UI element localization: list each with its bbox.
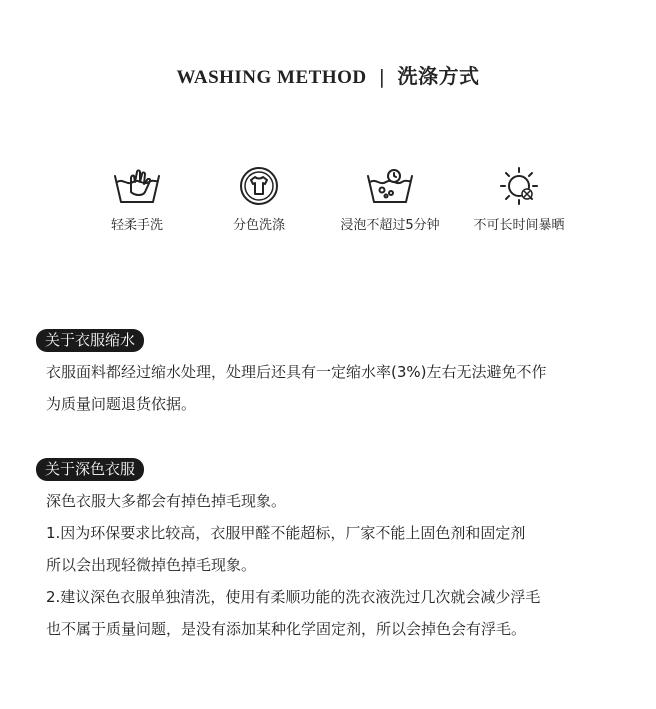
text-line: 衣服面料都经过缩水处理，处理后还具有一定缩水率(3%)左右无法避免不作	[46, 363, 547, 381]
dark-clothes-section-text	[46, 485, 540, 645]
text-line: 1.因为环保要求比较高，衣服甲醛不能超标，厂家不能上固色剂和固定剂	[46, 524, 526, 542]
care-icons-row	[0, 166, 656, 246]
care-item-no-sun	[459, 166, 579, 233]
no-sun-icon	[493, 166, 545, 206]
text-line: 深色衣服大多都会有掉色掉毛现象。	[46, 492, 287, 510]
soak-time-label: 浸泡不超过5分钟	[340, 218, 440, 233]
text-line: 所以会出现轻微掉色掉毛现象。	[46, 556, 257, 574]
title-english: WASHING METHOD	[176, 67, 367, 88]
color-separate-icon	[233, 166, 285, 206]
care-item-hand-wash	[77, 166, 197, 233]
page-title	[0, 60, 656, 89]
care-item-color-separate	[199, 166, 319, 233]
shrink-section-text	[46, 356, 547, 420]
text-line: 2.建议深色衣服单独清洗，使用有柔顺功能的洗衣液洗过几次就会减少浮毛	[46, 588, 541, 606]
care-item-soak-time	[330, 166, 450, 233]
text-line: 为质量问题退货依据。	[46, 395, 197, 413]
shrink-section-badge: 关于衣服缩水	[36, 329, 144, 352]
color-separate-label: 分色洗涤	[232, 218, 285, 233]
text-line: 也不属于质量问题，是没有添加某种化学固定剂，所以会掉色会有浮毛。	[46, 620, 527, 638]
title-separator: |	[378, 66, 386, 88]
hand-wash-icon	[111, 166, 163, 206]
dark-clothes-section-badge: 关于深色衣服	[36, 458, 144, 481]
title-chinese: 洗涤方式	[397, 64, 480, 88]
no-sun-label: 不可长时间暴晒	[473, 218, 565, 233]
soak-time-icon	[364, 166, 416, 206]
hand-wash-label: 轻柔手洗	[110, 218, 163, 233]
